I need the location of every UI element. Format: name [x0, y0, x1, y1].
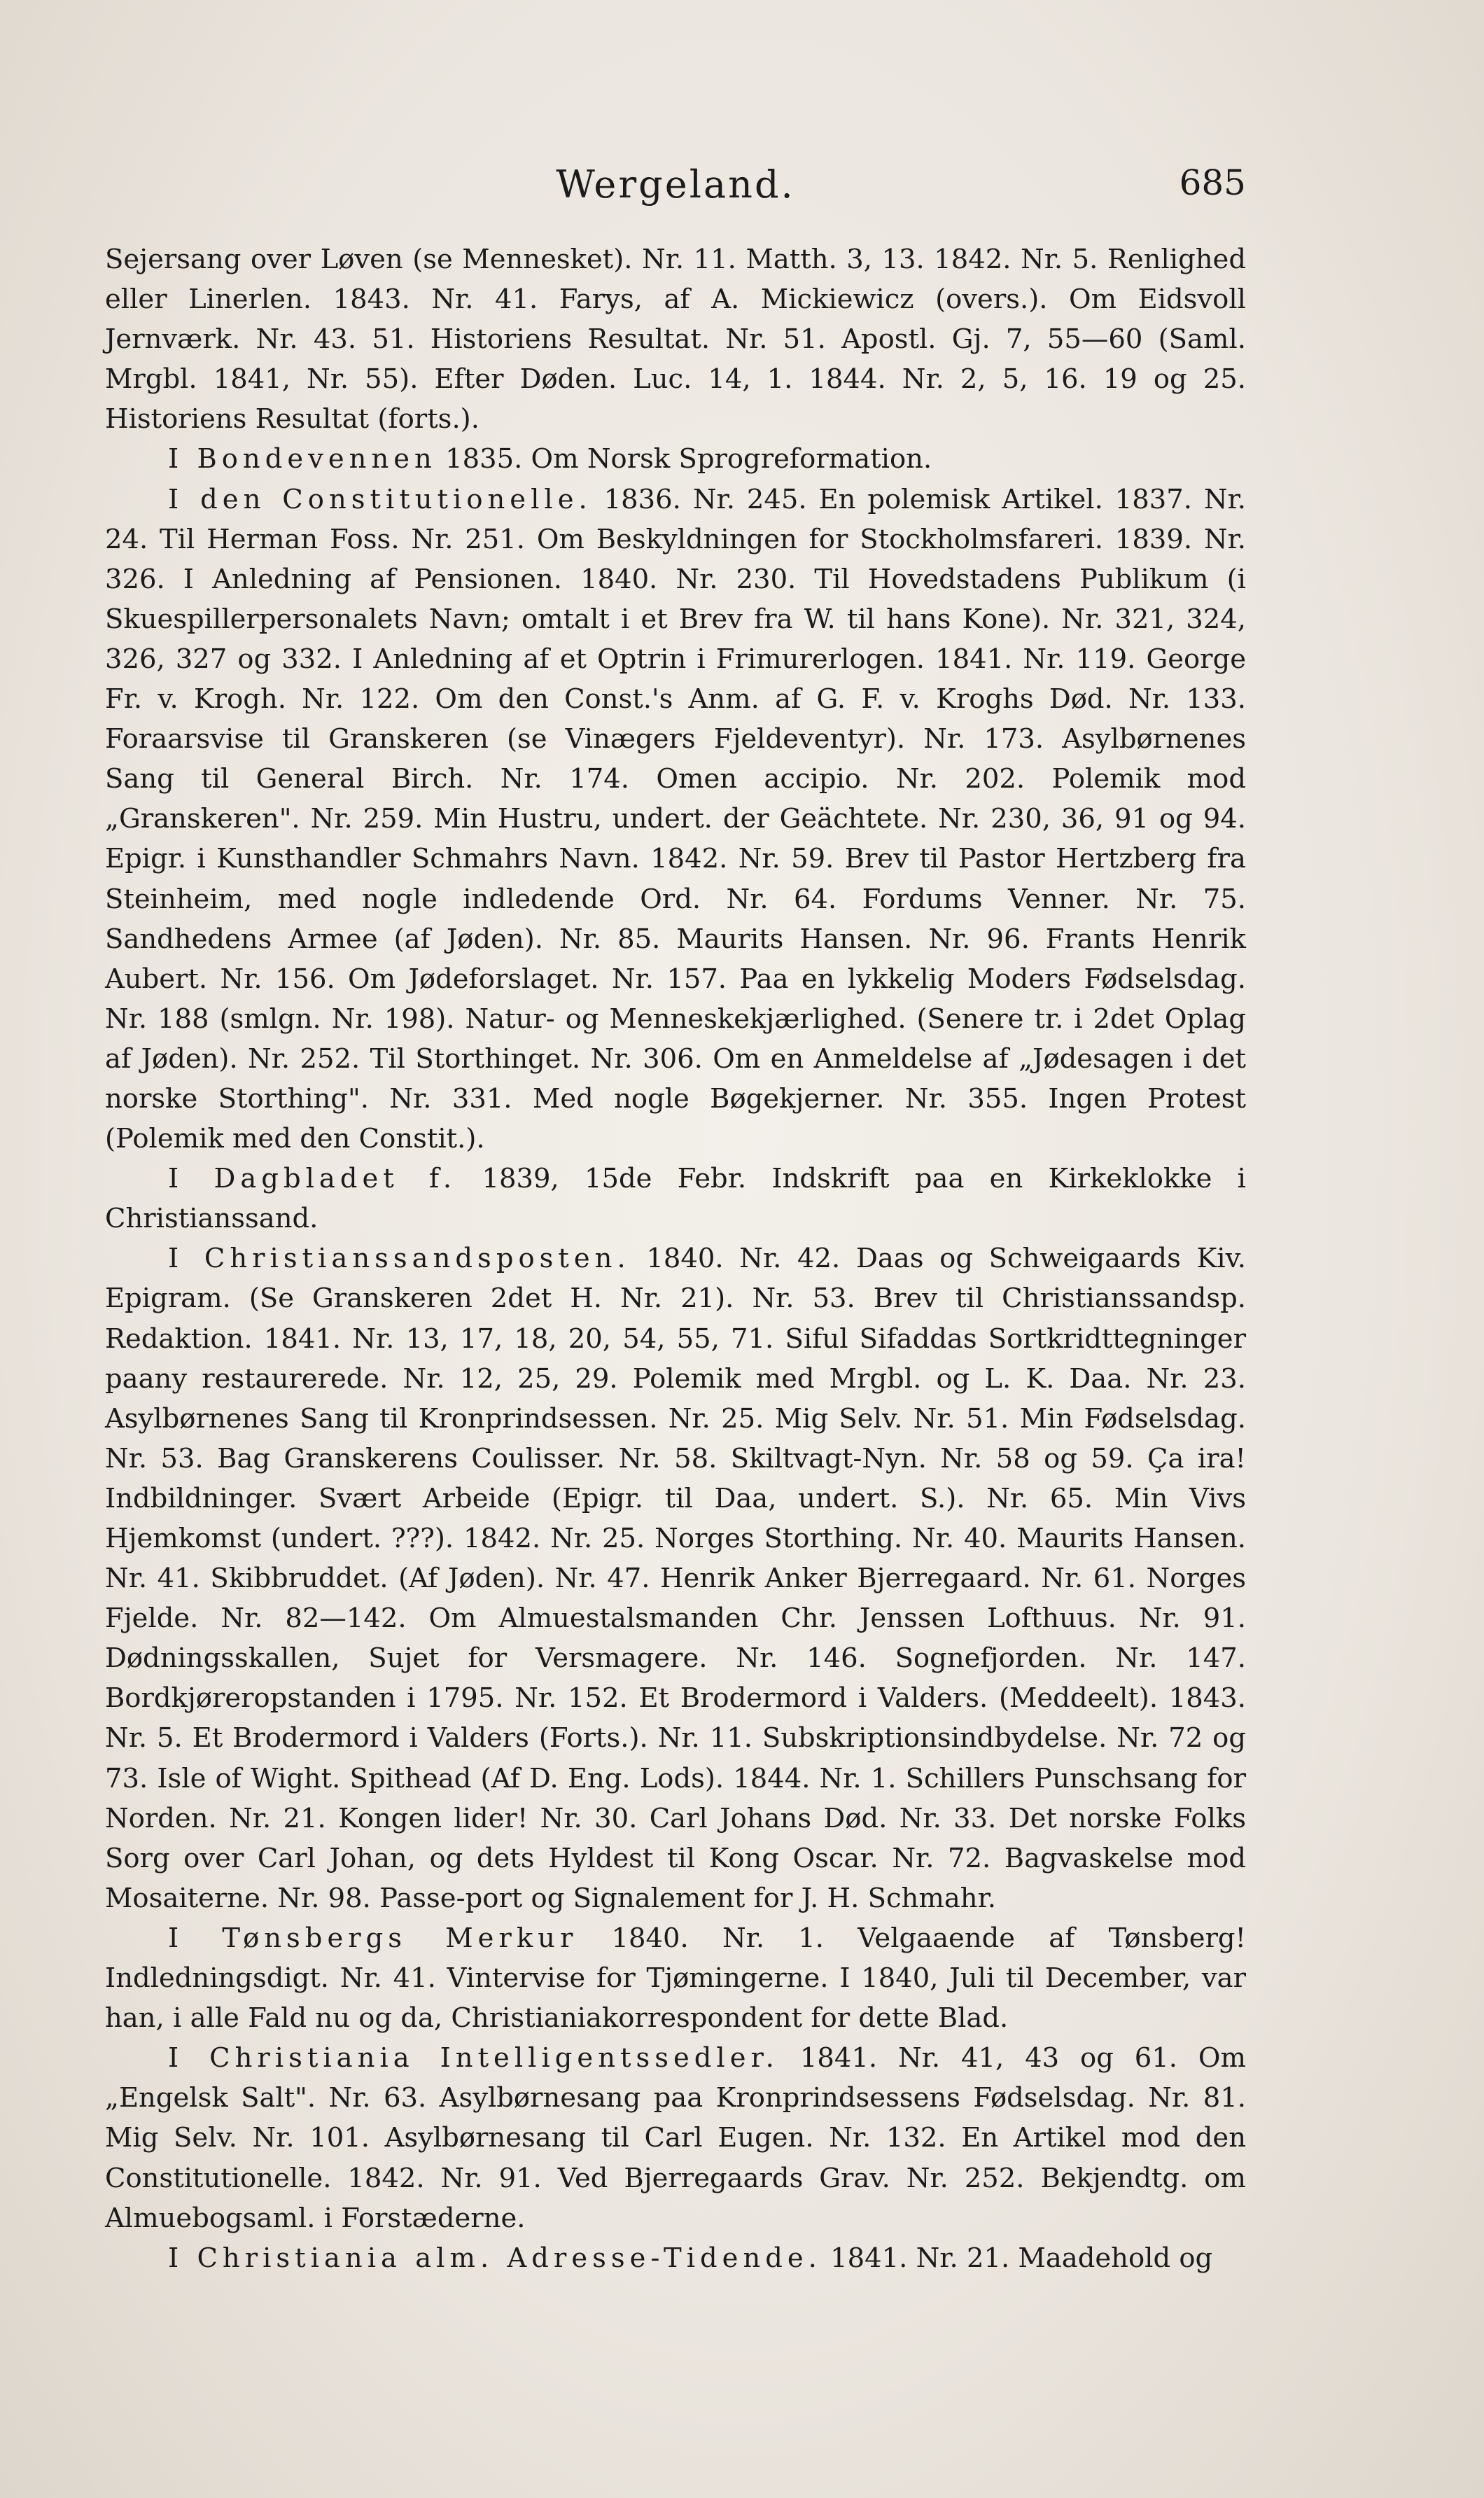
paragraph: [105, 1918, 1246, 2038]
paragraph: [105, 480, 1246, 1159]
paragraph: [105, 1159, 1246, 1238]
paragraph: [105, 239, 1246, 439]
paragraph-text: 1835. Om Norsk Sprogreformation.: [436, 443, 932, 475]
paragraph-text: 1840. Nr. 1. Velgaaende af Tønsberg! Indledningsdigt. Nr. 41. Vintervise for Tjømingerne. I 1840, Juli til December, var han, i alle Fald nu og da, Christianiakorrespondent for dette Blad.: [105, 1922, 1247, 2035]
paragraph-text: 1836. Nr. 245. En polemisk Artikel. 1837. Nr. 24. Til Herman Foss. Nr. 251. Om Beskyldningen for Stockholmsfareri. 1839. Nr. 326. I Anledning af Pensionen. 1840. Nr. 230. Til Hovedstadens Publikum (i Skuespillerpersonalets Navn; omtalt i et Brev fra W. til hans Kone). Nr. 321, 324, 326, 327 og 332. I Anledning af et Optrin i Frimurerlogen. 1841. Nr. 119. George Fr. v. Krogh. Nr. 122. Om den Const.'s Anm. af G. F. v. Kroghs Død. Nr. 133. Foraarsvise til Granskeren (se Vinægers Fjeldeventyr). Nr. 173. Asylbørnenes Sang til General Birch. Nr. 174. Omen accipio. Nr. 202. Polemik mod „Granskeren". Nr. 259. Min Hustru, undert. der Geächtete. Nr. 230, 36, 91 og 94. Epigr. i Kunsthandler Schmahrs Navn. 1842. Nr. 59. Brev til Pastor Hertzberg fra Steinheim, med nogle indledende Ord. Nr. 64. Fordums Venner. Nr. 75. Sandhedens Armee (af Jøden). Nr. 85. Maurits Hansen. Nr. 96. Frants Henrik Aubert. Nr. 156. Om Jødeforslaget. Nr. 157. Paa en lykkelig Moders Fødselsdag. Nr. 188 (smlgn. Nr. 198). Natur- og Menneskekjærlighed. (Senere tr. i 2det Oplag af Jøden). Nr. 252. Til Storthinget. Nr. 306. Om en Anmeldelse af „Jødesagen i det norske Storthing". Nr. 331. Med nogle Bøgekjerner. Nr. 355. Ingen Protest (Polemik med den Constit.).: [105, 483, 1246, 1155]
paragraph-lead: I den Constitutionelle.: [168, 483, 592, 515]
paragraph: [105, 2038, 1246, 2238]
paragraph-text: Sejersang over Løven (se Mennesket). Nr. 11. Matth. 3, 13. 1842. Nr. 5. Renlighed eller Linerlen. 1843. Nr. 41. Farys, af A. Mickiewicz (overs.). Om Eidsvoll Jernværk. Nr. 43. 51. Historiens Resultat. Nr. 51. Apostl. Gj. 7, 55—60 (Saml. Mrgbl. 1841, Nr. 55). Efter Døden. Luc. 14, 1. 1844. Nr. 2, 5, 16. 19 og 25. Historiens Resultat (forts.).: [105, 244, 1246, 435]
paragraph-lead: I Christiania Intelligentssedler.: [168, 2042, 779, 2074]
paragraph-lead: I Christiania alm. Adresse-Tidende.: [168, 2242, 822, 2274]
paragraph-text: 1841. Nr. 41, 43 og 61. Om „Engelsk Salt". Nr. 63. Asylbørnesang paa Kronprindsessens Fødselsdag. Nr. 81. Mig Selv. Nr. 101. Asylbørnesang til Carl Eugen. Nr. 132. En Artikel mod den Constitutionelle. 1842. Nr. 91. Ved Bjerregaards Grav. Nr. 252. Bekjendtg. om Almuebogsaml. i Forstæderne.: [105, 2042, 1246, 2234]
paragraph-text: 1841. Nr. 21. Maadehold og: [821, 2242, 1213, 2274]
page-header: [105, 155, 1246, 211]
paragraph-lead: I Dagbladet f.: [168, 1163, 457, 1195]
paragraph-lead: I Christianssandsposten.: [168, 1243, 631, 1275]
page-number: 685: [1179, 162, 1246, 203]
paragraph-lead: I Tønsbergs Merkur: [168, 1922, 578, 1954]
paragraph: [105, 439, 1246, 479]
paragraph: [105, 2238, 1246, 2278]
body-text: [105, 239, 1246, 2278]
paragraph-text: 1839, 15de Febr. Indskrift paa en Kirkeklokke i Christianssand.: [105, 1163, 1246, 1235]
paragraph-lead: I Bondevennen: [168, 443, 437, 475]
paragraph: [105, 1238, 1246, 1918]
running-head: Wergeland.: [556, 162, 795, 207]
paragraph-text: 1840. Nr. 42. Daas og Schweigaards Kiv. Epigram. (Se Granskeren 2det H. Nr. 21). Nr. 53. Brev til Christianssandsp. Redaktion. 1841. Nr. 13, 17, 18, 20, 54, 55, 71. Siful Sifaddas Sortkridttegninger paany restaurerede. Nr. 12, 25, 29. Polemik med Mrgbl. og L. K. Daa. Nr. 23. Asylbørnenes Sang til Kronprindsessen. Nr. 25. Mig Selv. Nr. 51. Min Fødselsdag. Nr. 53. Bag Granskerens Coulisser. Nr. 58. Skiltvagt-Nyn. Nr. 58 og 59. Ça ira! Indbildninger. Svært Arbeide (Epigr. til Daa, undert. S.). Nr. 65. Min Vivs Hjemkomst (undert. ???). 1842. Nr. 25. Norges Storthing. Nr. 40. Maurits Hansen. Nr. 41. Skibbruddet. (Af Jøden). Nr. 47. Henrik Anker Bjerregaard. Nr. 61. Norges Fjelde. Nr. 82—142. Om Almuestalsmanden Chr. Jenssen Lofthuus. Nr. 91. Dødningsskallen, Sujet for Versmagere. Nr. 146. Sognefjorden. Nr. 147. Bordkjøreropstanden i 1795. Nr. 152. Et Brodermord i Valders. (Meddeelt). 1843. Nr. 5. Et Brodermord i Valders (Forts.). Nr. 11. Subskriptionsindbydelse. Nr. 72 og 73. Isle of Wight. Spithead (Af D. Eng. Lods). 1844. Nr. 1. Schillers Punschsang for Norden. Nr. 21. Kongen lider! Nr. 30. Carl Johans Død. Nr. 33. Det norske Folks Sorg over Carl Johan, og dets Hyldest til Kong Oscar. Nr. 72. Bagvaskelse mod Mosaiterne. Nr. 98. Passe-port og Signalement for J. H. Schmahr.: [105, 1243, 1246, 1914]
